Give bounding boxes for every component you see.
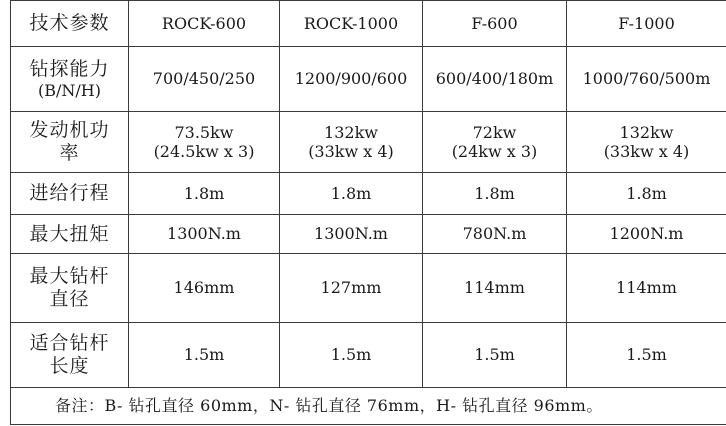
value-line: 127mm — [320, 278, 382, 298]
value-cell — [129, 173, 280, 215]
value-cell — [567, 254, 726, 323]
value-line: 1.8m — [474, 183, 515, 203]
value-cell — [280, 47, 423, 112]
param-line: 最大扭矩 — [29, 222, 110, 245]
value-line: (24.5kw x 3) — [153, 142, 255, 161]
header-model-f-600: F-600 — [423, 1, 567, 47]
value-cell — [280, 173, 423, 215]
value-line: 1300N.m — [314, 224, 388, 244]
param-rod-length — [11, 323, 129, 388]
param-line: 进给行程 — [29, 182, 110, 205]
header-row — [11, 1, 726, 47]
param-line: 发动机功 — [29, 119, 110, 142]
value-cell — [423, 173, 567, 215]
value-line: 1.8m — [330, 183, 372, 203]
param-line: 适合钻杆 — [29, 332, 110, 355]
param-drilling-capacity — [11, 47, 129, 112]
value-cell — [423, 112, 567, 173]
value-line: 1.5m — [626, 345, 667, 365]
value-line: 1.8m — [626, 183, 667, 203]
value-cell — [129, 323, 280, 388]
param-line: (B/N/H) — [38, 80, 101, 100]
value-line: 1.5m — [183, 345, 225, 365]
value-line: 146mm — [173, 278, 235, 298]
spec-table — [10, 0, 726, 425]
table-row-feed-stroke — [11, 173, 726, 215]
value-line: 114mm — [616, 278, 677, 298]
value-cell — [129, 47, 280, 112]
value-line: 132kw — [619, 122, 674, 142]
table-row-engine-power — [11, 112, 726, 173]
table-row-rod-length — [11, 323, 726, 388]
header-model-rock-1000: ROCK-1000 — [280, 1, 423, 47]
value-line: 1000/760/500m — [582, 69, 711, 89]
param-line: 钻探能力 — [29, 58, 110, 80]
param-max-torque — [11, 215, 129, 254]
value-cell — [423, 47, 567, 112]
value-line: 1.8m — [183, 183, 225, 203]
table-row-max-torque — [11, 215, 726, 254]
param-line: 长度 — [49, 355, 90, 377]
param-max-rod-diameter — [11, 254, 129, 323]
value-cell — [129, 112, 280, 173]
value-cell — [567, 323, 726, 388]
value-line: (33kw x 4) — [603, 142, 690, 161]
header-model-rock-600: ROCK-600 — [129, 1, 280, 47]
value-line: 72kw — [472, 122, 517, 142]
param-engine-power — [11, 112, 129, 173]
param-line: 率 — [59, 142, 80, 164]
value-line: 1200/900/600 — [294, 69, 408, 89]
value-line: 700/450/250 — [152, 69, 256, 89]
header-model-f-1000: F-1000 — [567, 1, 726, 47]
value-line: 600/400/180m — [435, 69, 554, 89]
value-cell — [567, 47, 726, 112]
value-line: (24kw x 3) — [451, 142, 538, 161]
table-row-note — [11, 388, 726, 425]
value-line: 114mm — [464, 278, 525, 298]
param-line: 直径 — [49, 288, 90, 310]
value-cell — [567, 112, 726, 173]
param-feed-stroke — [11, 173, 129, 215]
param-line: 最大钻杆 — [29, 265, 110, 288]
value-cell — [280, 215, 423, 254]
value-line: 1.5m — [474, 345, 515, 365]
value-cell — [129, 215, 280, 254]
value-cell — [423, 215, 567, 254]
value-cell — [280, 254, 423, 323]
value-cell — [567, 215, 726, 254]
header-param-cell: 技术参数 — [11, 1, 129, 47]
value-line: 1200N.m — [609, 224, 684, 244]
table-row-drilling-capacity — [11, 47, 726, 112]
note-text: 备注：B- 钻孔直径 60mm，N- 钻孔直径 76mm，H- 钻孔直径 96mm。 — [11, 388, 726, 425]
value-cell — [280, 323, 423, 388]
value-line: 1300N.m — [167, 224, 241, 244]
value-cell — [423, 323, 567, 388]
value-line: 780N.m — [462, 224, 527, 244]
value-line: 132kw — [324, 122, 378, 142]
value-line: 73.5kw — [174, 122, 234, 142]
value-cell — [280, 112, 423, 173]
value-line: (33kw x 4) — [308, 142, 394, 161]
table-row-max-rod-diameter — [11, 254, 726, 323]
value-cell — [423, 254, 567, 323]
value-cell — [129, 254, 280, 323]
value-line: 1.5m — [330, 345, 372, 365]
value-cell — [567, 173, 726, 215]
